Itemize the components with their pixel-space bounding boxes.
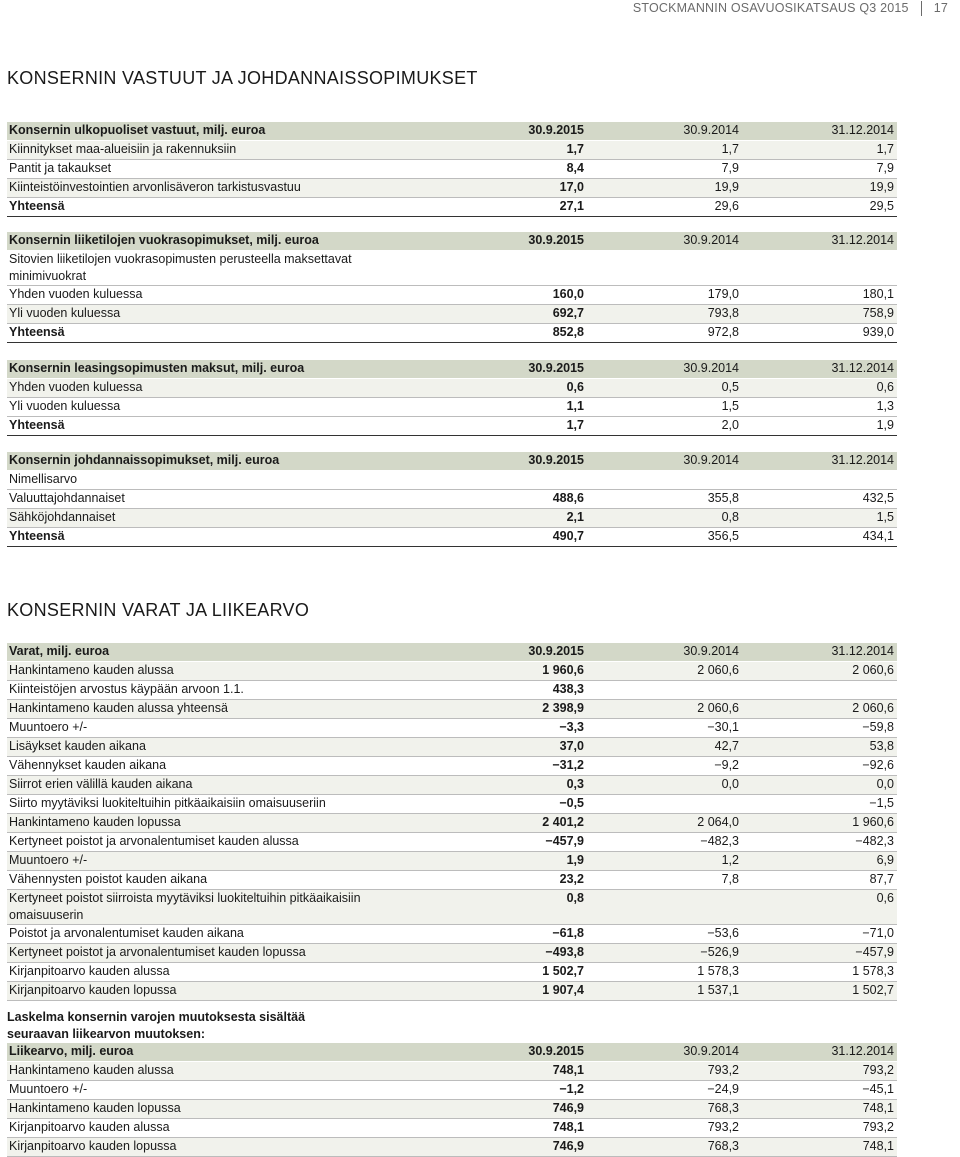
row-label: Yhteensä [7, 528, 427, 547]
value-30-9-2015: 1,7 [427, 417, 587, 436]
value-30-9-2014: 29,6 [587, 198, 742, 217]
column-header-30-9-2015: 30.9.2015 [427, 643, 587, 662]
table-row [7, 814, 897, 833]
value-31-12-2014: 0,6 [742, 890, 897, 925]
value-31-12-2014: 748,1 [742, 1100, 897, 1119]
table-row [7, 925, 897, 944]
value-31-12-2014: 1,9 [742, 417, 897, 436]
empty-cell [427, 251, 587, 286]
empty-cell [427, 471, 587, 490]
value-31-12-2014: 1 960,6 [742, 814, 897, 833]
value-30-9-2014: 793,2 [587, 1119, 742, 1138]
value-30-9-2014: 768,3 [587, 1138, 742, 1157]
value-30-9-2014: 1,2 [587, 852, 742, 871]
table-total-row [7, 324, 897, 343]
section-title-commitments: KONSERNIN VASTUUT JA JOHDANNAISSOPIMUKSET [7, 68, 478, 88]
value-31-12-2014: 1,3 [742, 398, 897, 417]
table-row [7, 490, 897, 509]
row-label: Hankintameno kauden alussa [7, 1062, 427, 1081]
intro-label: Nimellisarvo [7, 471, 427, 490]
column-header-30-9-2015: 30.9.2015 [427, 360, 587, 379]
value-30-9-2015: 1,7 [427, 141, 587, 160]
row-label: Kiinteistöinvestointien arvonlisäveron tarkistusvastuu [7, 179, 427, 198]
value-30-9-2014: 356,5 [587, 528, 742, 547]
value-30-9-2014: 7,9 [587, 160, 742, 179]
value-30-9-2015: 8,4 [427, 160, 587, 179]
value-31-12-2014: 1 502,7 [742, 982, 897, 1001]
row-label: Yli vuoden kuluessa [7, 305, 427, 324]
row-label: Kiinteistöjen arvostus käypään arvoon 1.1. [7, 681, 427, 700]
table-row [7, 179, 897, 198]
row-label: Vähennysten poistot kauden aikana [7, 871, 427, 890]
value-31-12-2014: 180,1 [742, 286, 897, 305]
value-30-9-2015: 748,1 [427, 1062, 587, 1081]
value-30-9-2015: 1,9 [427, 852, 587, 871]
value-31-12-2014: 1 578,3 [742, 963, 897, 982]
goodwill-note: Laskelma konsernin varojen muutoksesta sisältää seuraavan liikearvon muutoksen: [7, 1010, 306, 1041]
value-30-9-2014: 768,3 [587, 1100, 742, 1119]
table-row [7, 160, 897, 179]
value-30-9-2014: 0,8 [587, 509, 742, 528]
table-row [7, 1100, 897, 1119]
value-30-9-2014: 42,7 [587, 738, 742, 757]
column-header-label: Konsernin ulkopuoliset vastuut, milj. euroa [7, 122, 427, 141]
row-label: Siirrot erien välillä kauden aikana [7, 776, 427, 795]
value-30-9-2014: 2,0 [587, 417, 742, 436]
value-31-12-2014: 432,5 [742, 490, 897, 509]
table-header-row [7, 232, 897, 251]
column-header-31-12-2014: 31.12.2014 [742, 232, 897, 251]
row-label: Yli vuoden kuluessa [7, 398, 427, 417]
value-30-9-2015: −3,3 [427, 719, 587, 738]
row-label: Yhteensä [7, 324, 427, 343]
column-header-label: Liikearvo, milj. euroa [7, 1043, 427, 1062]
value-31-12-2014: −457,9 [742, 944, 897, 963]
value-30-9-2014: 7,8 [587, 871, 742, 890]
value-31-12-2014: −92,6 [742, 757, 897, 776]
column-header-31-12-2014: 31.12.2014 [742, 643, 897, 662]
table-row [7, 1081, 897, 1100]
column-header-31-12-2014: 31.12.2014 [742, 122, 897, 141]
row-label: Yhteensä [7, 198, 427, 217]
column-header-30-9-2014: 30.9.2014 [587, 1043, 742, 1062]
row-label: Yhden vuoden kuluessa [7, 379, 427, 398]
column-header-label: Konsernin liiketilojen vuokrasopimukset, milj. euroa [7, 232, 427, 251]
value-30-9-2014: 2 064,0 [587, 814, 742, 833]
value-31-12-2014: 793,2 [742, 1119, 897, 1138]
row-label: Yhden vuoden kuluessa [7, 286, 427, 305]
value-30-9-2014: 2 060,6 [587, 700, 742, 719]
value-30-9-2015: 748,1 [427, 1119, 587, 1138]
value-30-9-2014: 793,2 [587, 1062, 742, 1081]
value-31-12-2014: 793,2 [742, 1062, 897, 1081]
value-31-12-2014: 1,5 [742, 509, 897, 528]
column-header-label: Konsernin johdannaissopimukset, milj. euroa [7, 452, 427, 471]
row-label: Hankintameno kauden lopussa [7, 814, 427, 833]
column-header-30-9-2015: 30.9.2015 [427, 452, 587, 471]
row-label: Muuntoero +/- [7, 852, 427, 871]
value-30-9-2014 [587, 681, 742, 700]
row-label: Kirjanpitoarvo kauden alussa [7, 963, 427, 982]
derivatives-table [7, 452, 897, 547]
value-31-12-2014: 6,9 [742, 852, 897, 871]
row-label: Poistot ja arvonalentumiset kauden aikana [7, 925, 427, 944]
table-row [7, 509, 897, 528]
table-header-row [7, 452, 897, 471]
table-row [7, 141, 897, 160]
value-30-9-2014: 1 537,1 [587, 982, 742, 1001]
value-30-9-2015: 23,2 [427, 871, 587, 890]
table-row [7, 398, 897, 417]
column-header-30-9-2014: 30.9.2014 [587, 643, 742, 662]
value-31-12-2014: 7,9 [742, 160, 897, 179]
value-30-9-2015: −61,8 [427, 925, 587, 944]
row-label: Siirto myytäviksi luokiteltuihin pitkäaikaisiin omaisuuseriin [7, 795, 427, 814]
table-row [7, 852, 897, 871]
row-label: Kirjanpitoarvo kauden lopussa [7, 1138, 427, 1157]
column-header-label: Varat, milj. euroa [7, 643, 427, 662]
value-30-9-2015: 852,8 [427, 324, 587, 343]
value-30-9-2014: −53,6 [587, 925, 742, 944]
value-30-9-2015: −493,8 [427, 944, 587, 963]
column-header-30-9-2015: 30.9.2015 [427, 1043, 587, 1062]
value-31-12-2014: −71,0 [742, 925, 897, 944]
empty-cell [587, 471, 742, 490]
empty-cell [742, 471, 897, 490]
value-31-12-2014: 87,7 [742, 871, 897, 890]
value-31-12-2014 [742, 681, 897, 700]
value-30-9-2014: −482,3 [587, 833, 742, 852]
value-30-9-2014: 355,8 [587, 490, 742, 509]
row-label: Yhteensä [7, 417, 427, 436]
value-31-12-2014: 53,8 [742, 738, 897, 757]
column-header-30-9-2014: 30.9.2014 [587, 122, 742, 141]
value-30-9-2015: −31,2 [427, 757, 587, 776]
value-30-9-2015: 2 401,2 [427, 814, 587, 833]
row-label: Hankintameno kauden alussa [7, 662, 427, 681]
table-row [7, 1062, 897, 1081]
table-row [7, 379, 897, 398]
value-31-12-2014: 0,0 [742, 776, 897, 795]
value-30-9-2014: 19,9 [587, 179, 742, 198]
value-30-9-2015: 1 960,6 [427, 662, 587, 681]
value-30-9-2015: 2 398,9 [427, 700, 587, 719]
value-30-9-2015: −0,5 [427, 795, 587, 814]
table-row [7, 890, 897, 925]
value-30-9-2015: 17,0 [427, 179, 587, 198]
value-31-12-2014: 748,1 [742, 1138, 897, 1157]
row-label: Vähennykset kauden aikana [7, 757, 427, 776]
value-30-9-2015: 0,8 [427, 890, 587, 925]
value-30-9-2014: −9,2 [587, 757, 742, 776]
leasing-payments-table [7, 360, 897, 436]
column-header-31-12-2014: 31.12.2014 [742, 1043, 897, 1062]
value-30-9-2014: 2 060,6 [587, 662, 742, 681]
value-30-9-2014: 1,7 [587, 141, 742, 160]
table-row [7, 662, 897, 681]
column-header-31-12-2014: 31.12.2014 [742, 360, 897, 379]
table-row [7, 833, 897, 852]
value-31-12-2014: 0,6 [742, 379, 897, 398]
value-30-9-2015: 746,9 [427, 1138, 587, 1157]
value-31-12-2014: 19,9 [742, 179, 897, 198]
value-31-12-2014: 2 060,6 [742, 662, 897, 681]
commitments-table [7, 122, 897, 217]
value-30-9-2015: −457,9 [427, 833, 587, 852]
table-header-row [7, 643, 897, 662]
value-31-12-2014: −45,1 [742, 1081, 897, 1100]
column-header-30-9-2015: 30.9.2015 [427, 232, 587, 251]
value-30-9-2014: 179,0 [587, 286, 742, 305]
table-total-row [7, 198, 897, 217]
row-label: Kertyneet poistot ja arvonalentumiset kauden lopussa [7, 944, 427, 963]
row-label: Pantit ja takaukset [7, 160, 427, 179]
row-label: Kertyneet poistot siirroista myytäviksi luokiteltuihin pitkäaikaisiin omaisuuserin [7, 890, 427, 925]
table-row [7, 944, 897, 963]
table-row [7, 982, 897, 1001]
value-31-12-2014: 939,0 [742, 324, 897, 343]
value-30-9-2015: 488,6 [427, 490, 587, 509]
value-30-9-2014: 1,5 [587, 398, 742, 417]
goodwill-table [7, 1043, 897, 1157]
table-total-row [7, 417, 897, 436]
value-30-9-2015: 0,6 [427, 379, 587, 398]
column-header-30-9-2015: 30.9.2015 [427, 122, 587, 141]
table-header-row [7, 1043, 897, 1062]
value-30-9-2014: 972,8 [587, 324, 742, 343]
row-label: Muuntoero +/- [7, 1081, 427, 1100]
row-label: Valuuttajohdannaiset [7, 490, 427, 509]
empty-cell [742, 251, 897, 286]
value-30-9-2015: 2,1 [427, 509, 587, 528]
table-row [7, 757, 897, 776]
table-row [7, 795, 897, 814]
assets-table [7, 643, 897, 1001]
table-row [7, 738, 897, 757]
row-label: Sähköjohdannaiset [7, 509, 427, 528]
row-label: Lisäykset kauden aikana [7, 738, 427, 757]
table-intro-row [7, 471, 897, 490]
value-30-9-2015: −1,2 [427, 1081, 587, 1100]
table-header-row [7, 122, 897, 141]
value-30-9-2015: 438,3 [427, 681, 587, 700]
row-label: Kirjanpitoarvo kauden lopussa [7, 982, 427, 1001]
table-row [7, 700, 897, 719]
table-row [7, 1119, 897, 1138]
value-30-9-2015: 0,3 [427, 776, 587, 795]
header-divider [921, 1, 922, 16]
value-30-9-2015: 1 502,7 [427, 963, 587, 982]
table-total-row [7, 528, 897, 547]
table-row [7, 305, 897, 324]
table-row [7, 963, 897, 982]
column-header-30-9-2014: 30.9.2014 [587, 360, 742, 379]
value-31-12-2014: 758,9 [742, 305, 897, 324]
value-30-9-2015: 1,1 [427, 398, 587, 417]
column-header-label: Konsernin leasingsopimusten maksut, milj. euroa [7, 360, 427, 379]
value-31-12-2014: 434,1 [742, 528, 897, 547]
table-row [7, 871, 897, 890]
table-row [7, 1138, 897, 1157]
value-30-9-2014 [587, 890, 742, 925]
column-header-31-12-2014: 31.12.2014 [742, 452, 897, 471]
row-label: Hankintameno kauden lopussa [7, 1100, 427, 1119]
page-header [633, 0, 948, 16]
value-30-9-2015: 160,0 [427, 286, 587, 305]
row-label: Kertyneet poistot ja arvonalentumiset kauden alussa [7, 833, 427, 852]
value-31-12-2014: 1,7 [742, 141, 897, 160]
value-30-9-2015: 692,7 [427, 305, 587, 324]
page-number: 17 [933, 1, 948, 15]
value-30-9-2014 [587, 795, 742, 814]
value-30-9-2014: −526,9 [587, 944, 742, 963]
table-row [7, 719, 897, 738]
row-label: Hankintameno kauden alussa yhteensä [7, 700, 427, 719]
table-header-row [7, 360, 897, 379]
value-30-9-2014: 1 578,3 [587, 963, 742, 982]
column-header-30-9-2014: 30.9.2014 [587, 452, 742, 471]
value-30-9-2015: 37,0 [427, 738, 587, 757]
table-row [7, 681, 897, 700]
value-30-9-2014: 0,0 [587, 776, 742, 795]
row-label: Kirjanpitoarvo kauden alussa [7, 1119, 427, 1138]
value-31-12-2014: 2 060,6 [742, 700, 897, 719]
table-row [7, 776, 897, 795]
value-30-9-2014: 0,5 [587, 379, 742, 398]
report-title: STOCKMANNIN OSAVUOSIKATSAUS Q3 2015 [632, 1, 909, 15]
value-30-9-2014: −24,9 [587, 1081, 742, 1100]
value-30-9-2015: 746,9 [427, 1100, 587, 1119]
row-label: Kiinnitykset maa-alueisiin ja rakennuksiin [7, 141, 427, 160]
empty-cell [587, 251, 742, 286]
table-row [7, 286, 897, 305]
table-intro-row [7, 251, 897, 286]
value-30-9-2014: 793,8 [587, 305, 742, 324]
value-30-9-2015: 1 907,4 [427, 982, 587, 1001]
lease-agreements-table [7, 232, 897, 343]
value-31-12-2014: −1,5 [742, 795, 897, 814]
value-31-12-2014: −59,8 [742, 719, 897, 738]
column-header-30-9-2014: 30.9.2014 [587, 232, 742, 251]
value-30-9-2015: 27,1 [427, 198, 587, 217]
intro-label: Sitovien liiketilojen vuokrasopimusten perusteella maksettavat minimivuokrat [7, 251, 427, 286]
row-label: Muuntoero +/- [7, 719, 427, 738]
section-title-assets: KONSERNIN VARAT JA LIIKEARVO [7, 600, 310, 620]
value-31-12-2014: 29,5 [742, 198, 897, 217]
value-30-9-2015: 490,7 [427, 528, 587, 547]
value-30-9-2014: −30,1 [587, 719, 742, 738]
value-31-12-2014: −482,3 [742, 833, 897, 852]
